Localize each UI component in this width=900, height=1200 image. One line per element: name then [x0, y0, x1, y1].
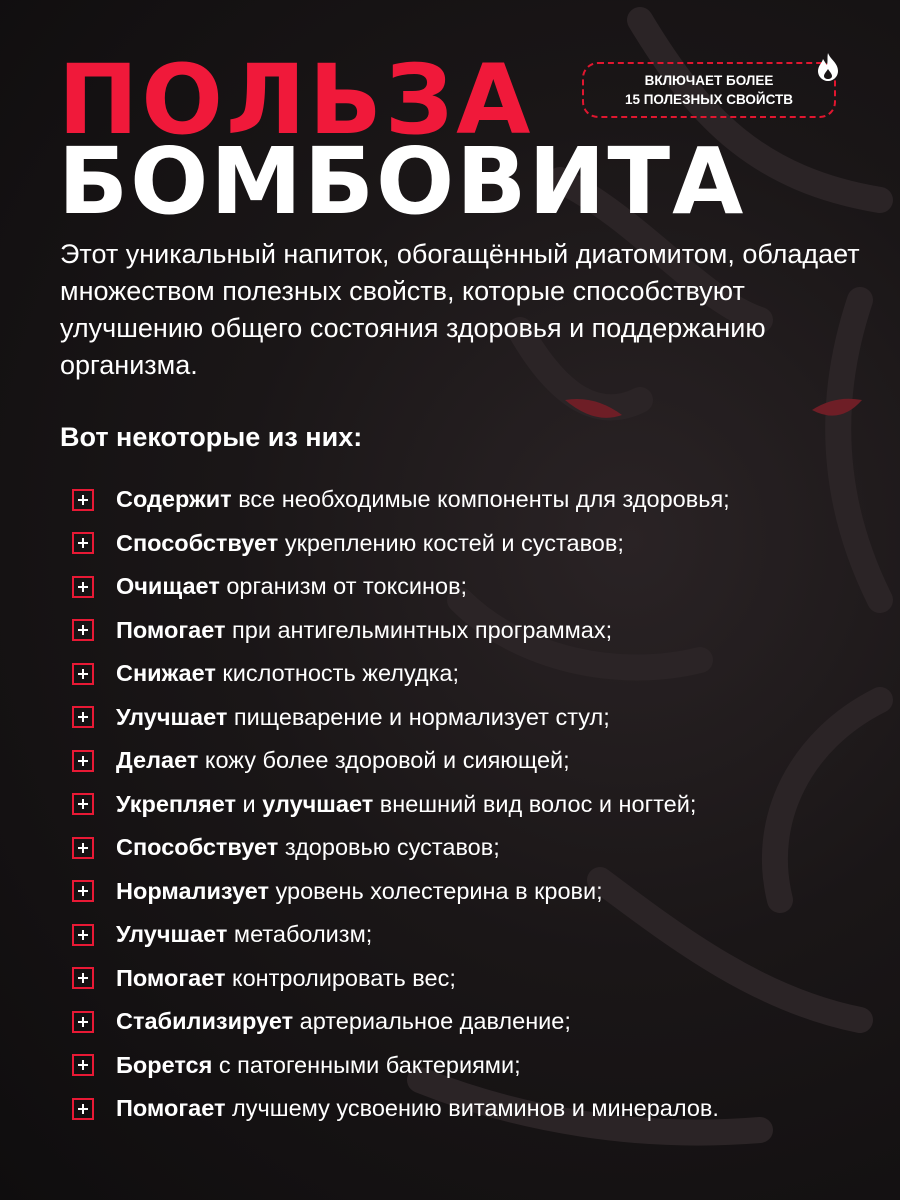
- plus-icon: [72, 837, 94, 859]
- tiger-eye-right: [812, 399, 862, 416]
- benefit-item: Очищает организм от токсинов;: [72, 565, 730, 609]
- benefit-item: Улучшает метаболизм;: [72, 913, 730, 957]
- benefits-subheading: Вот некоторые из них:: [60, 422, 363, 452]
- benefit-item: Улучшает пищеварение и нормализует стул;: [72, 696, 730, 740]
- benefit-item: Борется с патогенными бактериями;: [72, 1044, 730, 1088]
- plus-icon: [72, 706, 94, 728]
- plus-icon: [72, 663, 94, 685]
- benefit-item: Нормализует уровень холестерина в крови;: [72, 870, 730, 914]
- plus-icon: [72, 1011, 94, 1033]
- plus-icon: [72, 1054, 94, 1076]
- benefit-item: Укрепляет и улучшает внешний вид волос и ногтей;: [72, 783, 730, 827]
- plus-icon: [72, 532, 94, 554]
- flame-icon: [814, 52, 842, 82]
- plus-icon: [72, 619, 94, 641]
- benefit-item: Помогает при антигельминтных программах;: [72, 609, 730, 653]
- plus-icon: [72, 793, 94, 815]
- benefit-item: Делает кожу более здоровой и сияющей;: [72, 739, 730, 783]
- benefit-item: Помогает лучшему усвоению витаминов и минералов.: [72, 1087, 730, 1131]
- badge-line-1: ВКЛЮЧАЕТ БОЛЕЕ: [644, 73, 774, 88]
- benefit-item: Снижает кислотность желудка;: [72, 652, 730, 696]
- benefits-list: [72, 478, 730, 1131]
- title-line-2: БОМБОВИТА: [58, 128, 746, 235]
- plus-icon: [72, 967, 94, 989]
- badge-line-2: 15 ПОЛЕЗНЫХ СВОЙСТВ: [624, 92, 794, 107]
- properties-badge: [582, 62, 836, 118]
- benefit-item: Способствует здоровью суставов;: [72, 826, 730, 870]
- plus-icon: [72, 750, 94, 772]
- plus-icon: [72, 576, 94, 598]
- plus-icon: [72, 1098, 94, 1120]
- plus-icon: [72, 880, 94, 902]
- benefit-item: Помогает контролировать вес;: [72, 957, 730, 1001]
- plus-icon: [72, 489, 94, 511]
- benefit-item: Способствует укреплению костей и суставов;: [72, 522, 730, 566]
- benefit-item: Содержит все необходимые компоненты для здоровья;: [72, 478, 730, 522]
- title-line-1: ПОЛЬЗА: [58, 44, 534, 156]
- intro-paragraph: Этот уникальный напиток, обогащённый диатомитом, обладает множеством полезных свойств, которые способствуют улучшению общего состояния здоровья и поддержанию организма.: [60, 239, 860, 380]
- plus-icon: [72, 924, 94, 946]
- benefit-item: Стабилизирует артериальное давление;: [72, 1000, 730, 1044]
